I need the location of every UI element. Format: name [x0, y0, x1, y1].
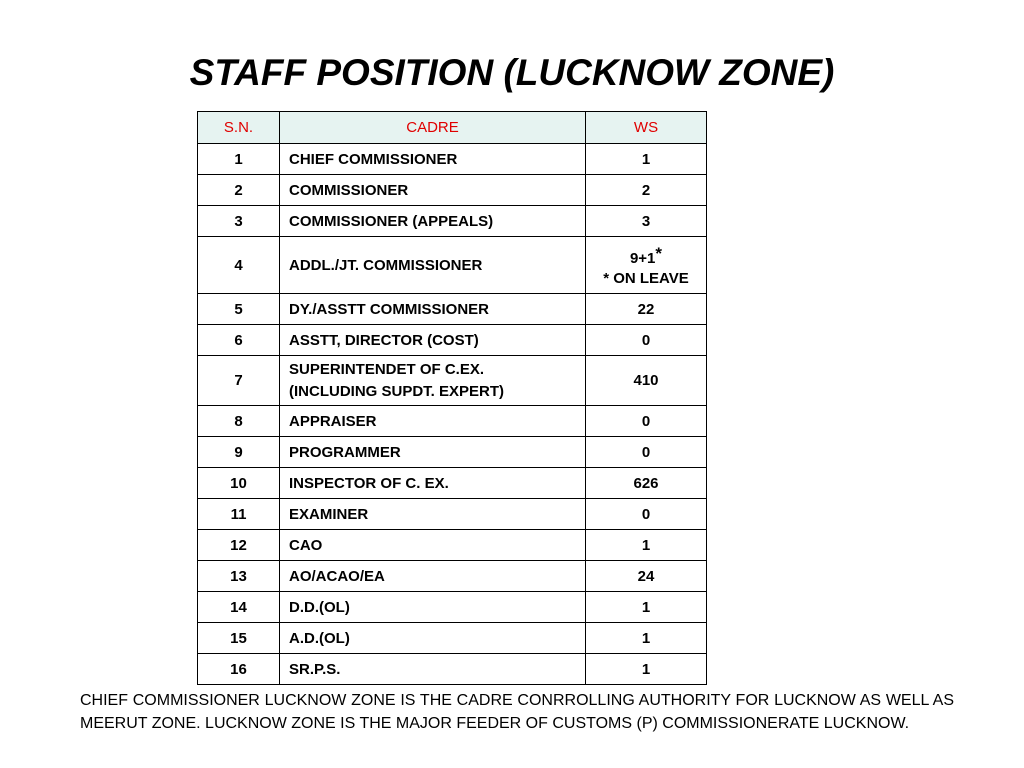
table-row	[198, 530, 707, 561]
cell-cadre: PROGRAMMER	[280, 437, 586, 468]
cadre-line-1: SUPERINTENDET OF C.EX.	[289, 360, 485, 378]
cell-cadre	[280, 356, 586, 406]
staff-position-table	[197, 111, 707, 685]
cell-ws: 24	[586, 561, 707, 592]
leave-note: * ON LEAVE	[603, 269, 689, 287]
cell-sn: 14	[198, 592, 280, 623]
cell-ws: 1	[586, 144, 707, 175]
footnote-paragraph: CHIEF COMMISSIONER LUCKNOW ZONE IS THE CADRE CONRROLLING AUTHORITY FOR LUCKNOW AS WELL AS MEERUT ZONE. LUCKNOW ZONE IS THE MAJOR FEEDER OF CUSTOMS (P) COMMISSIONERATE LUCKNOW.	[80, 692, 954, 732]
table-row	[198, 144, 707, 175]
table-row	[198, 623, 707, 654]
cell-cadre: CHIEF COMMISSIONER	[280, 144, 586, 175]
ws-number: 9+1	[629, 249, 656, 267]
table-header-row	[198, 112, 707, 144]
table-row	[198, 206, 707, 237]
cell-sn: 1	[198, 144, 280, 175]
table-row	[198, 356, 707, 406]
table-row	[198, 561, 707, 592]
cell-cadre: AO/ACAO/EA	[280, 561, 586, 592]
table-row	[198, 294, 707, 325]
table-row	[198, 499, 707, 530]
cell-sn: 8	[198, 406, 280, 437]
ws-value	[595, 242, 697, 269]
table-row	[198, 237, 707, 294]
cell-ws	[586, 237, 707, 294]
cell-cadre: INSPECTOR OF C. EX.	[280, 468, 586, 499]
cell-ws: 1	[586, 623, 707, 654]
cell-cadre: ASSTT, DIRECTOR (COST)	[280, 325, 586, 356]
table-row	[198, 406, 707, 437]
cell-cadre: COMMISSIONER	[280, 175, 586, 206]
cell-sn: 6	[198, 325, 280, 356]
table-row	[198, 592, 707, 623]
cadre-line-2: (INCLUDING SUPDT. EXPERT)	[289, 382, 505, 400]
header-sn: S.N.	[198, 112, 280, 144]
cell-cadre: A.D.(OL)	[280, 623, 586, 654]
cell-ws: 2	[586, 175, 707, 206]
cell-sn: 11	[198, 499, 280, 530]
cell-cadre: SR.P.S.	[280, 654, 586, 685]
table-row	[198, 175, 707, 206]
cell-sn: 5	[198, 294, 280, 325]
cell-sn: 7	[198, 356, 280, 406]
table-row	[198, 654, 707, 685]
cell-sn: 4	[198, 237, 280, 294]
cell-ws: 3	[586, 206, 707, 237]
cell-ws: 0	[586, 437, 707, 468]
cell-ws: 22	[586, 294, 707, 325]
header-cadre: CADRE	[280, 112, 586, 144]
cell-sn: 13	[198, 561, 280, 592]
cell-cadre: COMMISSIONER (APPEALS)	[280, 206, 586, 237]
cell-ws: 0	[586, 499, 707, 530]
cell-cadre: CAO	[280, 530, 586, 561]
header-ws: WS	[586, 112, 707, 144]
table-row	[198, 325, 707, 356]
cell-sn: 10	[198, 468, 280, 499]
cell-sn: 12	[198, 530, 280, 561]
cell-ws: 1	[586, 530, 707, 561]
cell-sn: 15	[198, 623, 280, 654]
table-row	[198, 437, 707, 468]
cell-cadre: EXAMINER	[280, 499, 586, 530]
cell-cadre: APPRAISER	[280, 406, 586, 437]
cell-sn: 16	[198, 654, 280, 685]
cell-sn: 9	[198, 437, 280, 468]
table-row	[198, 468, 707, 499]
cell-sn: 3	[198, 206, 280, 237]
cell-ws: 1	[586, 592, 707, 623]
page-title: STAFF POSITION (LUCKNOW ZONE)	[189, 52, 835, 93]
asterisk-mark: *	[655, 243, 663, 263]
cell-cadre: DY./ASSTT COMMISSIONER	[280, 294, 586, 325]
cell-cadre: D.D.(OL)	[280, 592, 586, 623]
cell-sn: 2	[198, 175, 280, 206]
cell-cadre: ADDL./JT. COMMISSIONER	[280, 237, 586, 294]
cell-ws: 0	[586, 325, 707, 356]
cell-ws: 0	[586, 406, 707, 437]
cell-ws: 626	[586, 468, 707, 499]
cell-ws: 410	[586, 356, 707, 406]
cell-ws: 1	[586, 654, 707, 685]
